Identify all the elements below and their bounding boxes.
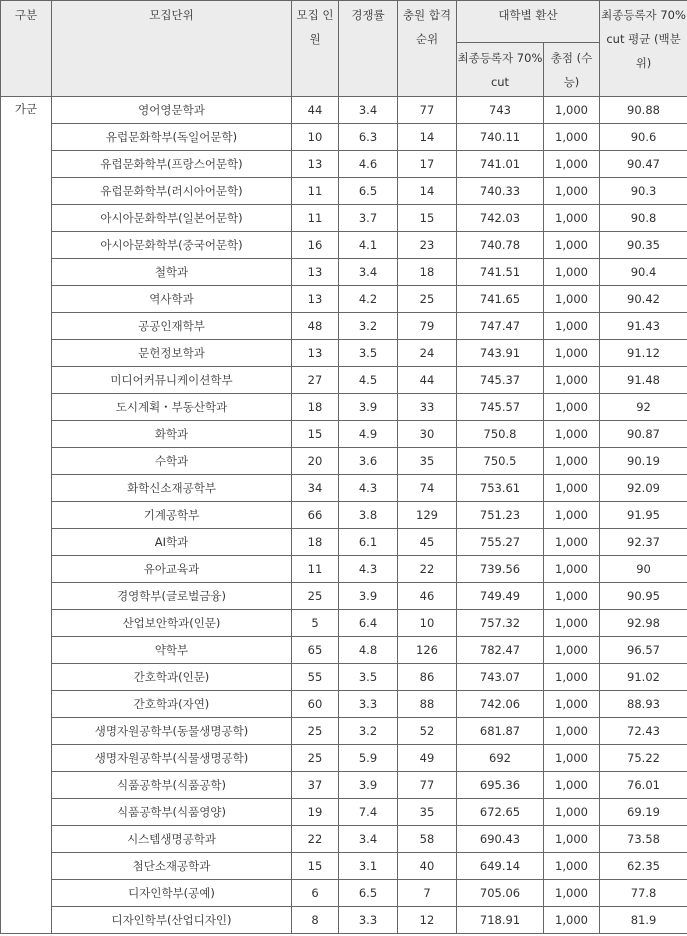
total-cell: 1,000 bbox=[544, 880, 600, 907]
total-cell: 1,000 bbox=[544, 691, 600, 718]
rank-cell: 23 bbox=[398, 232, 457, 259]
quota-cell: 34 bbox=[292, 475, 339, 502]
quota-cell: 18 bbox=[292, 529, 339, 556]
rank-cell: 22 bbox=[398, 556, 457, 583]
rank-cell: 14 bbox=[398, 178, 457, 205]
total-cell: 1,000 bbox=[544, 232, 600, 259]
table-row bbox=[1, 475, 687, 502]
dept-cell: AI학과 bbox=[52, 529, 292, 556]
table-row bbox=[1, 637, 687, 664]
header-ratio: 경쟁률 bbox=[339, 1, 398, 97]
rank-cell: 7 bbox=[398, 880, 457, 907]
dept-cell: 아시아문화학부(일본어문학) bbox=[52, 205, 292, 232]
total-cell: 1,000 bbox=[544, 664, 600, 691]
table-row bbox=[1, 799, 687, 826]
pct-avg-cell: 90.95 bbox=[600, 583, 687, 610]
total-cell: 1,000 bbox=[544, 313, 600, 340]
pct-avg-cell: 73.58 bbox=[600, 826, 687, 853]
ratio-cell: 3.4 bbox=[339, 826, 398, 853]
pct-avg-cell: 90.47 bbox=[600, 151, 687, 178]
cut70-cell: 690.43 bbox=[457, 826, 544, 853]
dept-cell: 도시계획・부동산학과 bbox=[52, 394, 292, 421]
quota-cell: 44 bbox=[292, 97, 339, 124]
cut70-cell: 750.8 bbox=[457, 421, 544, 448]
header-dept: 모집단위 bbox=[52, 1, 292, 97]
pct-avg-cell: 91.02 bbox=[600, 664, 687, 691]
pct-avg-cell: 62.35 bbox=[600, 853, 687, 880]
dept-cell: 디자인학부(산업디자인) bbox=[52, 907, 292, 934]
dept-cell: 유럽문화학부(독일어문학) bbox=[52, 124, 292, 151]
rank-cell: 40 bbox=[398, 853, 457, 880]
pct-avg-cell: 96.57 bbox=[600, 637, 687, 664]
pct-avg-cell: 72.43 bbox=[600, 718, 687, 745]
ratio-cell: 7.4 bbox=[339, 799, 398, 826]
pct-avg-cell: 90.19 bbox=[600, 448, 687, 475]
table-body bbox=[1, 97, 687, 934]
dept-cell: 경영학부(글로벌금융) bbox=[52, 583, 292, 610]
ratio-cell: 5.9 bbox=[339, 745, 398, 772]
cut70-cell: 739.56 bbox=[457, 556, 544, 583]
quota-cell: 13 bbox=[292, 259, 339, 286]
total-cell: 1,000 bbox=[544, 97, 600, 124]
total-cell: 1,000 bbox=[544, 529, 600, 556]
quota-cell: 25 bbox=[292, 583, 339, 610]
header-pct: 최종등록자 70% cut 평균 (백분위) bbox=[600, 1, 687, 97]
table-row bbox=[1, 772, 687, 799]
total-cell: 1,000 bbox=[544, 637, 600, 664]
header-quota: 모집 인원 bbox=[292, 1, 339, 97]
cut70-cell: 743.91 bbox=[457, 340, 544, 367]
quota-cell: 27 bbox=[292, 367, 339, 394]
cut70-cell: 705.06 bbox=[457, 880, 544, 907]
rank-cell: 25 bbox=[398, 286, 457, 313]
rank-cell: 77 bbox=[398, 772, 457, 799]
pct-avg-cell: 90.3 bbox=[600, 178, 687, 205]
rank-cell: 33 bbox=[398, 394, 457, 421]
quota-cell: 13 bbox=[292, 151, 339, 178]
ratio-cell: 3.5 bbox=[339, 340, 398, 367]
cut70-cell: 740.78 bbox=[457, 232, 544, 259]
quota-cell: 16 bbox=[292, 232, 339, 259]
quota-cell: 66 bbox=[292, 502, 339, 529]
header-rank: 충원 합격 순위 bbox=[398, 1, 457, 97]
pct-avg-cell: 90.35 bbox=[600, 232, 687, 259]
table-row bbox=[1, 907, 687, 934]
total-cell: 1,000 bbox=[544, 610, 600, 637]
pct-avg-cell: 90.42 bbox=[600, 286, 687, 313]
table-row bbox=[1, 664, 687, 691]
quota-cell: 6 bbox=[292, 880, 339, 907]
cut70-cell: 649.14 bbox=[457, 853, 544, 880]
rank-cell: 46 bbox=[398, 583, 457, 610]
table-row bbox=[1, 448, 687, 475]
ratio-cell: 4.2 bbox=[339, 286, 398, 313]
cut70-cell: 681.87 bbox=[457, 718, 544, 745]
dept-cell: 시스템생명공학과 bbox=[52, 826, 292, 853]
quota-cell: 37 bbox=[292, 772, 339, 799]
total-cell: 1,000 bbox=[544, 394, 600, 421]
pct-avg-cell: 76.01 bbox=[600, 772, 687, 799]
dept-cell: 아시아문화학부(중국어문학) bbox=[52, 232, 292, 259]
table-row bbox=[1, 610, 687, 637]
total-cell: 1,000 bbox=[544, 745, 600, 772]
dept-cell: 식품공학부(식품공학) bbox=[52, 772, 292, 799]
ratio-cell: 6.4 bbox=[339, 610, 398, 637]
cut70-cell: 692 bbox=[457, 745, 544, 772]
quota-cell: 13 bbox=[292, 340, 339, 367]
ratio-cell: 4.3 bbox=[339, 556, 398, 583]
pct-avg-cell: 77.8 bbox=[600, 880, 687, 907]
dept-cell: 간호학과(인문) bbox=[52, 664, 292, 691]
cut70-cell: 743.07 bbox=[457, 664, 544, 691]
rank-cell: 12 bbox=[398, 907, 457, 934]
pct-avg-cell: 91.12 bbox=[600, 340, 687, 367]
rank-cell: 30 bbox=[398, 421, 457, 448]
table-row bbox=[1, 853, 687, 880]
cut70-cell: 742.06 bbox=[457, 691, 544, 718]
quota-cell: 11 bbox=[292, 556, 339, 583]
dept-cell: 생명자원공학부(식물생명공학) bbox=[52, 745, 292, 772]
cut70-cell: 750.5 bbox=[457, 448, 544, 475]
table-row bbox=[1, 313, 687, 340]
ratio-cell: 6.1 bbox=[339, 529, 398, 556]
cut70-cell: 747.47 bbox=[457, 313, 544, 340]
total-cell: 1,000 bbox=[544, 367, 600, 394]
table-row bbox=[1, 583, 687, 610]
table-row bbox=[1, 259, 687, 286]
total-cell: 1,000 bbox=[544, 421, 600, 448]
pct-avg-cell: 92.98 bbox=[600, 610, 687, 637]
dept-cell: 수학과 bbox=[52, 448, 292, 475]
cut70-cell: 741.65 bbox=[457, 286, 544, 313]
ratio-cell: 6.5 bbox=[339, 178, 398, 205]
ratio-cell: 6.3 bbox=[339, 124, 398, 151]
pct-avg-cell: 81.9 bbox=[600, 907, 687, 934]
table-row bbox=[1, 529, 687, 556]
cut70-cell: 741.01 bbox=[457, 151, 544, 178]
dept-cell: 식품공학부(식품영양) bbox=[52, 799, 292, 826]
pct-avg-cell: 91.43 bbox=[600, 313, 687, 340]
cut70-cell: 757.32 bbox=[457, 610, 544, 637]
cut70-cell: 753.61 bbox=[457, 475, 544, 502]
total-cell: 1,000 bbox=[544, 556, 600, 583]
group-cell: 가군 bbox=[1, 97, 52, 934]
pct-avg-cell: 90.8 bbox=[600, 205, 687, 232]
ratio-cell: 3.9 bbox=[339, 772, 398, 799]
pct-avg-cell: 90 bbox=[600, 556, 687, 583]
total-cell: 1,000 bbox=[544, 853, 600, 880]
rank-cell: 45 bbox=[398, 529, 457, 556]
cut70-cell: 742.03 bbox=[457, 205, 544, 232]
cut70-cell: 751.23 bbox=[457, 502, 544, 529]
total-cell: 1,000 bbox=[544, 205, 600, 232]
rank-cell: 88 bbox=[398, 691, 457, 718]
table-row bbox=[1, 367, 687, 394]
table-row bbox=[1, 178, 687, 205]
total-cell: 1,000 bbox=[544, 259, 600, 286]
total-cell: 1,000 bbox=[544, 340, 600, 367]
header-total: 총점 (수능) bbox=[544, 43, 600, 97]
quota-cell: 10 bbox=[292, 124, 339, 151]
total-cell: 1,000 bbox=[544, 286, 600, 313]
rank-cell: 18 bbox=[398, 259, 457, 286]
rank-cell: 17 bbox=[398, 151, 457, 178]
pct-avg-cell: 90.88 bbox=[600, 97, 687, 124]
quota-cell: 8 bbox=[292, 907, 339, 934]
quota-cell: 25 bbox=[292, 745, 339, 772]
total-cell: 1,000 bbox=[544, 502, 600, 529]
quota-cell: 5 bbox=[292, 610, 339, 637]
quota-cell: 13 bbox=[292, 286, 339, 313]
cut70-cell: 740.33 bbox=[457, 178, 544, 205]
pct-avg-cell: 91.48 bbox=[600, 367, 687, 394]
pct-avg-cell: 69.19 bbox=[600, 799, 687, 826]
table-row bbox=[1, 394, 687, 421]
rank-cell: 35 bbox=[398, 448, 457, 475]
pct-avg-cell: 90.6 bbox=[600, 124, 687, 151]
pct-avg-cell: 92.09 bbox=[600, 475, 687, 502]
pct-avg-cell: 90.87 bbox=[600, 421, 687, 448]
dept-cell: 철학과 bbox=[52, 259, 292, 286]
table-row bbox=[1, 421, 687, 448]
ratio-cell: 3.9 bbox=[339, 583, 398, 610]
rank-cell: 44 bbox=[398, 367, 457, 394]
table-row bbox=[1, 502, 687, 529]
pct-avg-cell: 91.95 bbox=[600, 502, 687, 529]
cut70-cell: 741.51 bbox=[457, 259, 544, 286]
ratio-cell: 4.5 bbox=[339, 367, 398, 394]
rank-cell: 74 bbox=[398, 475, 457, 502]
total-cell: 1,000 bbox=[544, 151, 600, 178]
table-row bbox=[1, 691, 687, 718]
ratio-cell: 4.1 bbox=[339, 232, 398, 259]
quota-cell: 60 bbox=[292, 691, 339, 718]
dept-cell: 영어영문학과 bbox=[52, 97, 292, 124]
pct-avg-cell: 90.4 bbox=[600, 259, 687, 286]
ratio-cell: 3.6 bbox=[339, 448, 398, 475]
dept-cell: 문헌정보학과 bbox=[52, 340, 292, 367]
pct-avg-cell: 75.22 bbox=[600, 745, 687, 772]
header-univ: 대학별 환산 bbox=[457, 1, 600, 43]
ratio-cell: 3.1 bbox=[339, 853, 398, 880]
table-row bbox=[1, 97, 687, 124]
dept-cell: 공공인재학부 bbox=[52, 313, 292, 340]
quota-cell: 15 bbox=[292, 421, 339, 448]
quota-cell: 22 bbox=[292, 826, 339, 853]
table-header bbox=[1, 1, 687, 97]
cut70-cell: 743 bbox=[457, 97, 544, 124]
dept-cell: 화학과 bbox=[52, 421, 292, 448]
ratio-cell: 3.2 bbox=[339, 718, 398, 745]
header-cut70: 최종등록자 70% cut bbox=[457, 43, 544, 97]
table-row bbox=[1, 340, 687, 367]
cut70-cell: 718.91 bbox=[457, 907, 544, 934]
dept-cell: 산업보안학과(인문) bbox=[52, 610, 292, 637]
total-cell: 1,000 bbox=[544, 826, 600, 853]
total-cell: 1,000 bbox=[544, 124, 600, 151]
quota-cell: 11 bbox=[292, 178, 339, 205]
table-row bbox=[1, 151, 687, 178]
quota-cell: 65 bbox=[292, 637, 339, 664]
cut70-cell: 749.49 bbox=[457, 583, 544, 610]
table-row bbox=[1, 232, 687, 259]
ratio-cell: 3.7 bbox=[339, 205, 398, 232]
total-cell: 1,000 bbox=[544, 583, 600, 610]
total-cell: 1,000 bbox=[544, 799, 600, 826]
dept-cell: 간호학과(자연) bbox=[52, 691, 292, 718]
rank-cell: 49 bbox=[398, 745, 457, 772]
total-cell: 1,000 bbox=[544, 178, 600, 205]
table-row bbox=[1, 718, 687, 745]
dept-cell: 화학신소재공학부 bbox=[52, 475, 292, 502]
ratio-cell: 3.8 bbox=[339, 502, 398, 529]
rank-cell: 24 bbox=[398, 340, 457, 367]
cut70-cell: 695.36 bbox=[457, 772, 544, 799]
rank-cell: 77 bbox=[398, 97, 457, 124]
quota-cell: 55 bbox=[292, 664, 339, 691]
pct-avg-cell: 92.37 bbox=[600, 529, 687, 556]
ratio-cell: 4.9 bbox=[339, 421, 398, 448]
dept-cell: 역사학과 bbox=[52, 286, 292, 313]
ratio-cell: 3.4 bbox=[339, 259, 398, 286]
dept-cell: 유럽문화학부(프랑스어문학) bbox=[52, 151, 292, 178]
cut70-cell: 745.37 bbox=[457, 367, 544, 394]
table-row bbox=[1, 880, 687, 907]
cut70-cell: 745.57 bbox=[457, 394, 544, 421]
dept-cell: 미디어커뮤니케이션학부 bbox=[52, 367, 292, 394]
quota-cell: 18 bbox=[292, 394, 339, 421]
rank-cell: 14 bbox=[398, 124, 457, 151]
rank-cell: 10 bbox=[398, 610, 457, 637]
ratio-cell: 3.3 bbox=[339, 907, 398, 934]
dept-cell: 유아교육과 bbox=[52, 556, 292, 583]
dept-cell: 첨단소재공학과 bbox=[52, 853, 292, 880]
table-row bbox=[1, 556, 687, 583]
ratio-cell: 4.8 bbox=[339, 637, 398, 664]
quota-cell: 11 bbox=[292, 205, 339, 232]
table-row bbox=[1, 205, 687, 232]
ratio-cell: 3.2 bbox=[339, 313, 398, 340]
table-row bbox=[1, 745, 687, 772]
ratio-cell: 3.4 bbox=[339, 97, 398, 124]
quota-cell: 25 bbox=[292, 718, 339, 745]
cut70-cell: 672.65 bbox=[457, 799, 544, 826]
pct-avg-cell: 88.93 bbox=[600, 691, 687, 718]
rank-cell: 129 bbox=[398, 502, 457, 529]
rank-cell: 52 bbox=[398, 718, 457, 745]
quota-cell: 15 bbox=[292, 853, 339, 880]
rank-cell: 15 bbox=[398, 205, 457, 232]
total-cell: 1,000 bbox=[544, 448, 600, 475]
rank-cell: 86 bbox=[398, 664, 457, 691]
ratio-cell: 6.5 bbox=[339, 880, 398, 907]
quota-cell: 48 bbox=[292, 313, 339, 340]
cut70-cell: 782.47 bbox=[457, 637, 544, 664]
table-row bbox=[1, 826, 687, 853]
cut70-cell: 755.27 bbox=[457, 529, 544, 556]
ratio-cell: 4.6 bbox=[339, 151, 398, 178]
dept-cell: 유럽문화학부(러시아어문학) bbox=[52, 178, 292, 205]
quota-cell: 19 bbox=[292, 799, 339, 826]
table-row bbox=[1, 124, 687, 151]
ratio-cell: 3.3 bbox=[339, 691, 398, 718]
total-cell: 1,000 bbox=[544, 475, 600, 502]
table-row bbox=[1, 286, 687, 313]
pct-avg-cell: 92 bbox=[600, 394, 687, 421]
header-group: 구분 bbox=[1, 1, 52, 97]
rank-cell: 126 bbox=[398, 637, 457, 664]
dept-cell: 기계공학부 bbox=[52, 502, 292, 529]
ratio-cell: 4.3 bbox=[339, 475, 398, 502]
dept-cell: 디자인학부(공예) bbox=[52, 880, 292, 907]
rank-cell: 58 bbox=[398, 826, 457, 853]
dept-cell: 생명자원공학부(동물생명공학) bbox=[52, 718, 292, 745]
total-cell: 1,000 bbox=[544, 907, 600, 934]
total-cell: 1,000 bbox=[544, 718, 600, 745]
dept-cell: 약학부 bbox=[52, 637, 292, 664]
cut70-cell: 740.11 bbox=[457, 124, 544, 151]
ratio-cell: 3.5 bbox=[339, 664, 398, 691]
rank-cell: 35 bbox=[398, 799, 457, 826]
quota-cell: 20 bbox=[292, 448, 339, 475]
ratio-cell: 3.9 bbox=[339, 394, 398, 421]
total-cell: 1,000 bbox=[544, 772, 600, 799]
rank-cell: 79 bbox=[398, 313, 457, 340]
